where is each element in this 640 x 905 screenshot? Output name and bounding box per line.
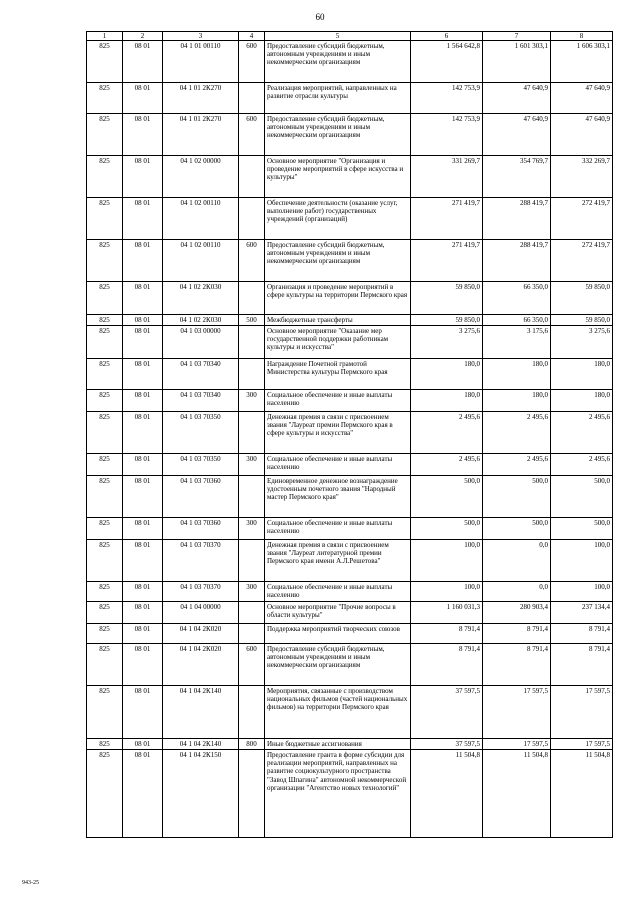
section-code-cell: 08 01 — [123, 41, 163, 83]
value-1-cell: 180,0 — [411, 390, 483, 412]
value-2-cell: 17 597,5 — [483, 739, 551, 750]
value-3-cell: 180,0 — [551, 390, 613, 412]
value-3-cell: 237 134,4 — [551, 602, 613, 624]
admin-code-cell: 825 — [87, 476, 123, 518]
value-2-cell: 8 791,4 — [483, 644, 551, 686]
value-2-cell: 8 791,4 — [483, 624, 551, 644]
document-code: 943-25 — [22, 880, 39, 886]
table-row — [87, 644, 613, 686]
section-code-cell: 08 01 — [123, 83, 163, 114]
target-code-cell: 04 1 02 00110 — [163, 240, 239, 282]
value-3-cell: 59 850,0 — [551, 282, 613, 315]
target-code-cell: 04 1 03 70340 — [163, 390, 239, 412]
description-cell: Награждение Почетной грамотой Министерства культуры Пермского края — [265, 359, 411, 390]
value-2-cell: 1 601 303,1 — [483, 41, 551, 83]
value-1-cell: 37 597,5 — [411, 686, 483, 739]
target-code-cell: 04 1 01 2К270 — [163, 83, 239, 114]
table-row — [87, 739, 613, 750]
description-cell: Иные бюджетные ассигнования — [265, 739, 411, 750]
value-1-cell: 100,0 — [411, 582, 483, 602]
value-1-cell: 8 791,4 — [411, 644, 483, 686]
column-header: 8 — [551, 32, 613, 41]
section-code-cell: 08 01 — [123, 602, 163, 624]
target-code-cell: 04 1 01 00110 — [163, 41, 239, 83]
table-row — [87, 282, 613, 315]
value-1-cell: 1 160 031,3 — [411, 602, 483, 624]
target-code-cell: 04 1 03 70350 — [163, 412, 239, 454]
expense-type-cell — [239, 282, 265, 315]
expense-type-cell: 500 — [239, 315, 265, 326]
value-3-cell: 47 640,9 — [551, 114, 613, 156]
value-1-cell: 3 275,6 — [411, 326, 483, 359]
description-cell: Денежная премия в связи с присвоением звания "Лауреат премии Пермского края в сфере культуры и искусства" — [265, 412, 411, 454]
section-code-cell: 08 01 — [123, 390, 163, 412]
expense-type-cell: 300 — [239, 518, 265, 540]
table-row — [87, 518, 613, 540]
target-code-cell: 04 1 03 70360 — [163, 518, 239, 540]
value-3-cell: 2 495,6 — [551, 454, 613, 476]
expense-type-cell — [239, 624, 265, 644]
description-cell: Единовременное денежное вознаграждение удостоенным почетного звания "Народный мастер Пермского края" — [265, 476, 411, 518]
table-row — [87, 686, 613, 739]
target-code-cell: 04 1 03 70370 — [163, 540, 239, 582]
description-cell: Денежная премия в связи с присвоением звания "Лауреат литературной премии Пермского края имени А.Л.Решетова" — [265, 540, 411, 582]
table-row — [87, 602, 613, 624]
admin-code-cell: 825 — [87, 624, 123, 644]
value-3-cell: 47 640,9 — [551, 83, 613, 114]
admin-code-cell: 825 — [87, 686, 123, 739]
target-code-cell: 04 1 03 70370 — [163, 582, 239, 602]
section-code-cell: 08 01 — [123, 114, 163, 156]
target-code-cell: 04 1 04 2К020 — [163, 644, 239, 686]
description-cell: Организация и проведение мероприятий в сфере культуры на территории Пермского края — [265, 282, 411, 315]
value-3-cell: 100,0 — [551, 582, 613, 602]
section-code-cell: 08 01 — [123, 540, 163, 582]
value-2-cell: 500,0 — [483, 476, 551, 518]
value-1-cell: 100,0 — [411, 540, 483, 582]
value-3-cell: 17 597,5 — [551, 739, 613, 750]
value-1-cell: 37 597,5 — [411, 739, 483, 750]
value-2-cell: 500,0 — [483, 518, 551, 540]
value-2-cell: 3 175,6 — [483, 326, 551, 359]
admin-code-cell: 825 — [87, 602, 123, 624]
value-3-cell: 8 791,4 — [551, 644, 613, 686]
table-row — [87, 624, 613, 644]
section-code-cell: 08 01 — [123, 315, 163, 326]
description-cell: Социальное обеспечение и иные выплаты населению — [265, 582, 411, 602]
value-2-cell: 354 769,7 — [483, 156, 551, 198]
column-header: 2 — [123, 32, 163, 41]
description-cell: Предоставление субсидий бюджетным, автономным учреждениям и иным некоммерческим организациям — [265, 114, 411, 156]
table-row — [87, 326, 613, 359]
target-code-cell: 04 1 04 2К150 — [163, 750, 239, 838]
section-code-cell: 08 01 — [123, 624, 163, 644]
column-header: 4 — [239, 32, 265, 41]
section-code-cell: 08 01 — [123, 326, 163, 359]
description-cell: Мероприятия, связанные с производством национальных фильмов (частей национальных фильмов) на территории Пермского края — [265, 686, 411, 739]
section-code-cell: 08 01 — [123, 739, 163, 750]
expense-type-cell — [239, 198, 265, 240]
admin-code-cell: 825 — [87, 240, 123, 282]
value-3-cell: 272 419,7 — [551, 198, 613, 240]
value-2-cell: 0,0 — [483, 582, 551, 602]
target-code-cell: 04 1 01 2К270 — [163, 114, 239, 156]
target-code-cell: 04 1 02 2К030 — [163, 315, 239, 326]
target-code-cell: 04 1 02 2К030 — [163, 282, 239, 315]
section-code-cell: 08 01 — [123, 750, 163, 838]
description-cell: Межбюджетные трансферты — [265, 315, 411, 326]
section-code-cell: 08 01 — [123, 686, 163, 739]
description-cell: Социальное обеспечение и иные выплаты населению — [265, 454, 411, 476]
target-code-cell: 04 1 02 00000 — [163, 156, 239, 198]
column-header: 7 — [483, 32, 551, 41]
value-2-cell: 66 350,0 — [483, 282, 551, 315]
budget-table — [86, 31, 613, 838]
value-1-cell: 11 504,8 — [411, 750, 483, 838]
value-3-cell: 500,0 — [551, 476, 613, 518]
description-cell: Поддержка мероприятий творческих союзов — [265, 624, 411, 644]
column-header: 3 — [163, 32, 239, 41]
value-2-cell: 288 419,7 — [483, 240, 551, 282]
table-row — [87, 540, 613, 582]
description-cell: Основное мероприятие "Организация и проведение мероприятий в сфере искусства и культуры" — [265, 156, 411, 198]
admin-code-cell: 825 — [87, 282, 123, 315]
target-code-cell: 04 1 03 70340 — [163, 359, 239, 390]
value-2-cell: 2 495,6 — [483, 454, 551, 476]
value-1-cell: 8 791,4 — [411, 624, 483, 644]
expense-type-cell: 600 — [239, 644, 265, 686]
admin-code-cell: 825 — [87, 518, 123, 540]
value-1-cell: 271 419,7 — [411, 240, 483, 282]
value-3-cell: 332 269,7 — [551, 156, 613, 198]
value-1-cell: 2 495,6 — [411, 454, 483, 476]
target-code-cell: 04 1 04 2К140 — [163, 739, 239, 750]
expense-type-cell — [239, 686, 265, 739]
page-number: 60 — [315, 12, 325, 22]
header-row — [87, 32, 613, 41]
value-1-cell: 59 850,0 — [411, 282, 483, 315]
table-row — [87, 315, 613, 326]
expense-type-cell: 600 — [239, 240, 265, 282]
value-3-cell: 272 419,7 — [551, 240, 613, 282]
table-row — [87, 390, 613, 412]
target-code-cell: 04 1 03 00000 — [163, 326, 239, 359]
description-cell: Основное мероприятие "Оказание мер государственной поддержки работникам культуры и искусства" — [265, 326, 411, 359]
admin-code-cell: 825 — [87, 750, 123, 838]
section-code-cell: 08 01 — [123, 156, 163, 198]
value-2-cell: 0,0 — [483, 540, 551, 582]
value-3-cell: 59 850,0 — [551, 315, 613, 326]
expense-type-cell — [239, 359, 265, 390]
expense-type-cell — [239, 540, 265, 582]
description-cell: Предоставление субсидий бюджетным, автономным учреждениям и иным некоммерческим организациям — [265, 240, 411, 282]
table-row — [87, 114, 613, 156]
admin-code-cell: 825 — [87, 114, 123, 156]
description-cell: Социальное обеспечение и иные выплаты населению — [265, 390, 411, 412]
value-1-cell: 142 753,9 — [411, 83, 483, 114]
expense-type-cell: 600 — [239, 114, 265, 156]
value-2-cell: 17 597,5 — [483, 686, 551, 739]
admin-code-cell: 825 — [87, 454, 123, 476]
section-code-cell: 08 01 — [123, 359, 163, 390]
table-row — [87, 359, 613, 390]
expense-type-cell: 600 — [239, 41, 265, 83]
value-1-cell: 180,0 — [411, 359, 483, 390]
admin-code-cell: 825 — [87, 390, 123, 412]
table-row — [87, 412, 613, 454]
column-header: 6 — [411, 32, 483, 41]
admin-code-cell: 825 — [87, 83, 123, 114]
target-code-cell: 04 1 04 2К020 — [163, 624, 239, 644]
description-cell: Предоставление субсидий бюджетным, автономным учреждениям и иным некоммерческим организациям — [265, 644, 411, 686]
admin-code-cell: 825 — [87, 644, 123, 686]
section-code-cell: 08 01 — [123, 240, 163, 282]
expense-type-cell: 300 — [239, 390, 265, 412]
value-1-cell: 500,0 — [411, 518, 483, 540]
table-row — [87, 156, 613, 198]
target-code-cell: 04 1 04 00000 — [163, 602, 239, 624]
expense-type-cell — [239, 156, 265, 198]
admin-code-cell: 825 — [87, 412, 123, 454]
section-code-cell: 08 01 — [123, 582, 163, 602]
table-row — [87, 41, 613, 83]
value-3-cell: 100,0 — [551, 540, 613, 582]
target-code-cell: 04 1 02 00110 — [163, 198, 239, 240]
admin-code-cell: 825 — [87, 198, 123, 240]
section-code-cell: 08 01 — [123, 198, 163, 240]
section-code-cell: 08 01 — [123, 644, 163, 686]
table-row — [87, 582, 613, 602]
section-code-cell: 08 01 — [123, 476, 163, 518]
table-row — [87, 83, 613, 114]
section-code-cell: 08 01 — [123, 282, 163, 315]
value-3-cell: 11 504,8 — [551, 750, 613, 838]
target-code-cell: 04 1 03 70350 — [163, 454, 239, 476]
value-3-cell: 500,0 — [551, 518, 613, 540]
description-cell: Основное мероприятие "Прочие вопросы в области культуры" — [265, 602, 411, 624]
table-row — [87, 198, 613, 240]
admin-code-cell: 825 — [87, 315, 123, 326]
value-3-cell: 180,0 — [551, 359, 613, 390]
value-2-cell: 280 903,4 — [483, 602, 551, 624]
expense-type-cell: 300 — [239, 582, 265, 602]
value-1-cell: 271 419,7 — [411, 198, 483, 240]
admin-code-cell: 825 — [87, 359, 123, 390]
admin-code-cell: 825 — [87, 156, 123, 198]
value-3-cell: 3 275,6 — [551, 326, 613, 359]
table-row — [87, 454, 613, 476]
value-2-cell: 2 495,6 — [483, 412, 551, 454]
admin-code-cell: 825 — [87, 41, 123, 83]
description-cell: Предоставление гранта в форме субсидии для реализации мероприятий, направленных на развитие социокультурного пространства "Завод Шпагина" автономной некоммерческой организации "Агентство новых технологий" — [265, 750, 411, 838]
expense-type-cell — [239, 83, 265, 114]
description-cell: Социальное обеспечение и иные выплаты населению — [265, 518, 411, 540]
expense-type-cell — [239, 602, 265, 624]
table-row — [87, 750, 613, 838]
value-3-cell: 1 606 303,1 — [551, 41, 613, 83]
value-2-cell: 288 419,7 — [483, 198, 551, 240]
table-header — [87, 32, 613, 41]
admin-code-cell: 825 — [87, 739, 123, 750]
value-3-cell: 2 495,6 — [551, 412, 613, 454]
admin-code-cell: 825 — [87, 326, 123, 359]
admin-code-cell: 825 — [87, 582, 123, 602]
value-1-cell: 500,0 — [411, 476, 483, 518]
description-cell: Реализация мероприятий, направленных на развитие отрасли культуры — [265, 83, 411, 114]
value-3-cell: 8 791,4 — [551, 624, 613, 644]
value-1-cell: 142 753,9 — [411, 114, 483, 156]
value-2-cell: 66 350,0 — [483, 315, 551, 326]
value-3-cell: 17 597,5 — [551, 686, 613, 739]
expense-type-cell — [239, 750, 265, 838]
expense-type-cell — [239, 412, 265, 454]
table-row — [87, 476, 613, 518]
value-2-cell: 180,0 — [483, 390, 551, 412]
admin-code-cell: 825 — [87, 540, 123, 582]
section-code-cell: 08 01 — [123, 412, 163, 454]
value-2-cell: 180,0 — [483, 359, 551, 390]
description-cell: Предоставление субсидий бюджетным, автономным учреждениям и иным некоммерческим организациям — [265, 41, 411, 83]
expense-type-cell — [239, 476, 265, 518]
section-code-cell: 08 01 — [123, 454, 163, 476]
value-2-cell: 11 504,8 — [483, 750, 551, 838]
expense-type-cell: 800 — [239, 739, 265, 750]
value-2-cell: 47 640,9 — [483, 83, 551, 114]
expense-type-cell: 300 — [239, 454, 265, 476]
value-2-cell: 47 640,9 — [483, 114, 551, 156]
value-1-cell: 2 495,6 — [411, 412, 483, 454]
table-body — [87, 41, 613, 838]
table-row — [87, 240, 613, 282]
value-1-cell: 59 850,0 — [411, 315, 483, 326]
value-1-cell: 331 269,7 — [411, 156, 483, 198]
description-cell: Обеспечение деятельности (оказание услуг, выполнение работ) государственных учреждений (организаций) — [265, 198, 411, 240]
target-code-cell: 04 1 03 70360 — [163, 476, 239, 518]
column-header: 5 — [265, 32, 411, 41]
column-header: 1 — [87, 32, 123, 41]
expense-type-cell — [239, 326, 265, 359]
value-1-cell: 1 564 642,8 — [411, 41, 483, 83]
section-code-cell: 08 01 — [123, 518, 163, 540]
target-code-cell: 04 1 04 2К140 — [163, 686, 239, 739]
